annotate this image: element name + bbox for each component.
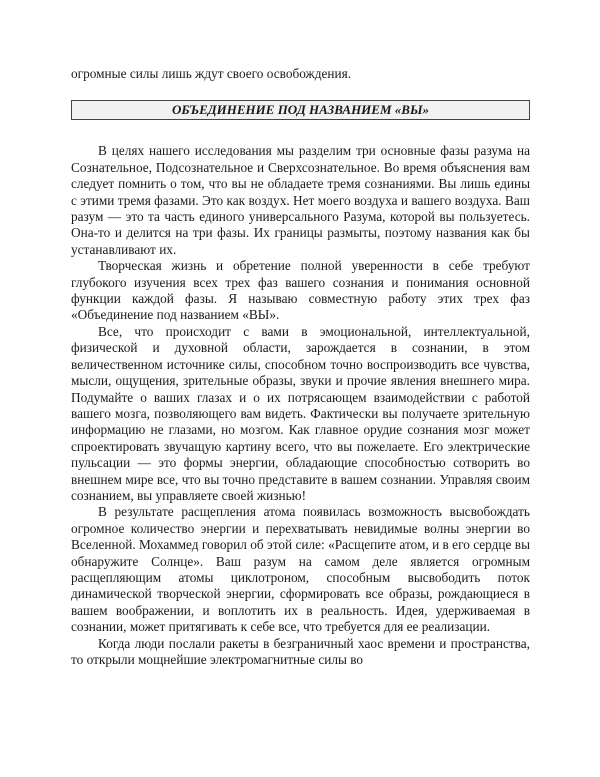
paragraph: В целях нашего исследования мы разделим три основные фазы разума на Сознательное, Подсознательное и Сверхсознательное. Во время объяснения вам следует помнить о том, что вы не обладаете тремя сознаниями. Вы лишь едины с этими тремя фазами. Это как воздух. Нет моего воздуха и вашего воздуха. Ваш разум — это та часть единого универсального Разума, которой вы пользуетесь. Она-то и делится на три фазы. Их границы размыты, поэтому названия как бы устанавливают их. (71, 143, 530, 257)
continued-text-line: огромные силы лишь ждут своего освобождения. (71, 66, 352, 81)
document-page (71, 66, 530, 668)
section-heading: ОБЪЕДИНЕНИЕ ПОД НАЗВАНИЕМ «ВЫ» (71, 100, 530, 120)
body-text (71, 143, 530, 668)
paragraph: Когда люди послали ракеты в безграничный хаос времени и пространства, то открыли мощнейшие электромагнитные силы во (71, 635, 530, 667)
paragraph: Все, что происходит с вами в эмоциональной, интеллектуальной, физической и духовной области, зарождается в сознании, в этом величественном источнике силы, способном точно воспроизводить все чувства, мысли, ощущения, зрительные образы, звуки и прочие явления внешнего мира. Подумайте о ваших глазах и о их потрясающем взаимодействии с работой вашего мозга, позволяющего вам видеть. Фактически вы получаете зрительную информацию не глазами, но мозгом. Как главное орудие сознания мозг может спроектировать звучащую картину всего, что вы пожелаете. Его электрические пульсации — это формы энергии, обладающие способностью сотворить во внешнем мире все, что вы точно представите в вашем сознании. Управляя своим сознанием, вы управляете своей жизнью! (71, 323, 530, 503)
paragraph: Творческая жизнь и обретение полной уверенности в себе требуют глубокого изучения всех трех фаз вашего сознания и понимания основной функции каждой фазы. Я называю совместную работу этих трех фаз «Объединение под названием «ВЫ». (71, 258, 530, 323)
paragraph: В результате расщепления атома появилась возможность высвобождать огромное количество энергии и перехватывать невидимые волны энергии во Вселенной. Мохаммед говорил об этой силе: «Расщепите атом, и в его сердце вы обнаружите Солнце». Ваш разум на самом деле является огромным расщепляющим атомы циклотроном, способным высвободить поток динамической творческой энергии, сформировать все образы, рождающиеся в вашем воображении, и воплотить их в реальность. Идея, удерживаемая в сознании, может притягивать к себе все, что требуется для ее реализации. (71, 504, 530, 635)
